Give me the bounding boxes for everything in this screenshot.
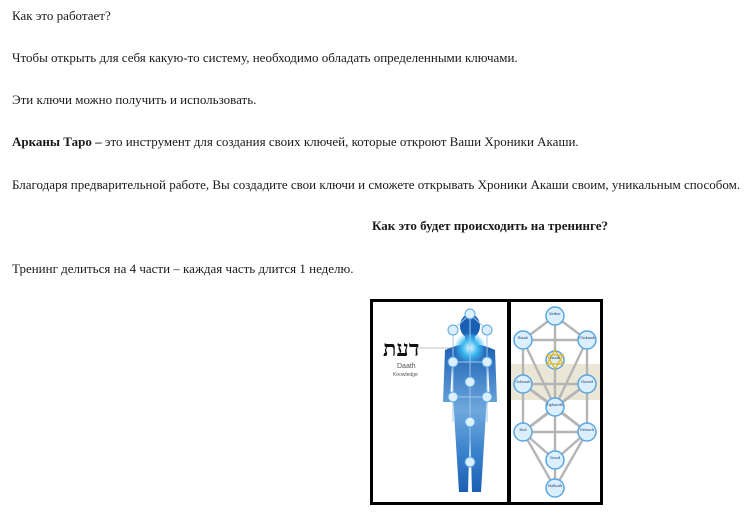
label-malkuth: Malkuth xyxy=(547,484,563,488)
label-geburah: Geburah xyxy=(515,380,531,384)
label-daath: Daath xyxy=(549,356,561,360)
daath-caption: Daath xyxy=(397,363,416,370)
paragraph-tarot xyxy=(12,134,579,150)
label-chokmah: Chokmah xyxy=(578,336,596,340)
tree-of-life-panel xyxy=(511,302,600,502)
label-tiphareth: Tiphareth xyxy=(546,403,564,407)
knowledge-caption: Knowledge xyxy=(393,372,418,378)
kabbalah-illustration xyxy=(370,299,603,505)
paragraph-akashic: Благодаря предварительной работе, Вы создадите свои ключи и сможете открывать Хроники Акаши своим, уникальным способом. xyxy=(12,177,741,192)
human-figure-svg xyxy=(373,302,507,502)
tarot-description: это инструмент для создания своих ключей, которые откроют Ваши Хроники Акаши. xyxy=(101,134,579,149)
paragraph-keys-intro: Чтобы открыть для себя какую-то систему, необходимо обладать определенными ключами. xyxy=(12,50,518,65)
training-heading: Как это будет происходить на тренинге? xyxy=(372,218,609,233)
paragraph-keys-use: Эти ключи можно получить и использовать. xyxy=(12,92,257,107)
tree-of-life-svg xyxy=(511,302,600,502)
label-hod: Hod xyxy=(519,428,527,432)
tarot-bold-term: Арканы Таро – xyxy=(12,134,102,149)
paragraph-question: Как это работает? xyxy=(12,8,111,23)
label-chesed: Chesed xyxy=(580,380,594,384)
label-yesod: Yesod xyxy=(550,456,560,460)
daath-figure-panel xyxy=(373,302,507,502)
label-netzach: Netzach xyxy=(579,428,595,432)
label-binah: Binah xyxy=(518,336,528,340)
hebrew-daath-text: דעת xyxy=(383,336,420,362)
paragraph-training-parts: Тренинг делиться на 4 части – каждая часть длится 1 неделю. xyxy=(12,261,354,276)
label-kether: Kether xyxy=(549,312,561,316)
